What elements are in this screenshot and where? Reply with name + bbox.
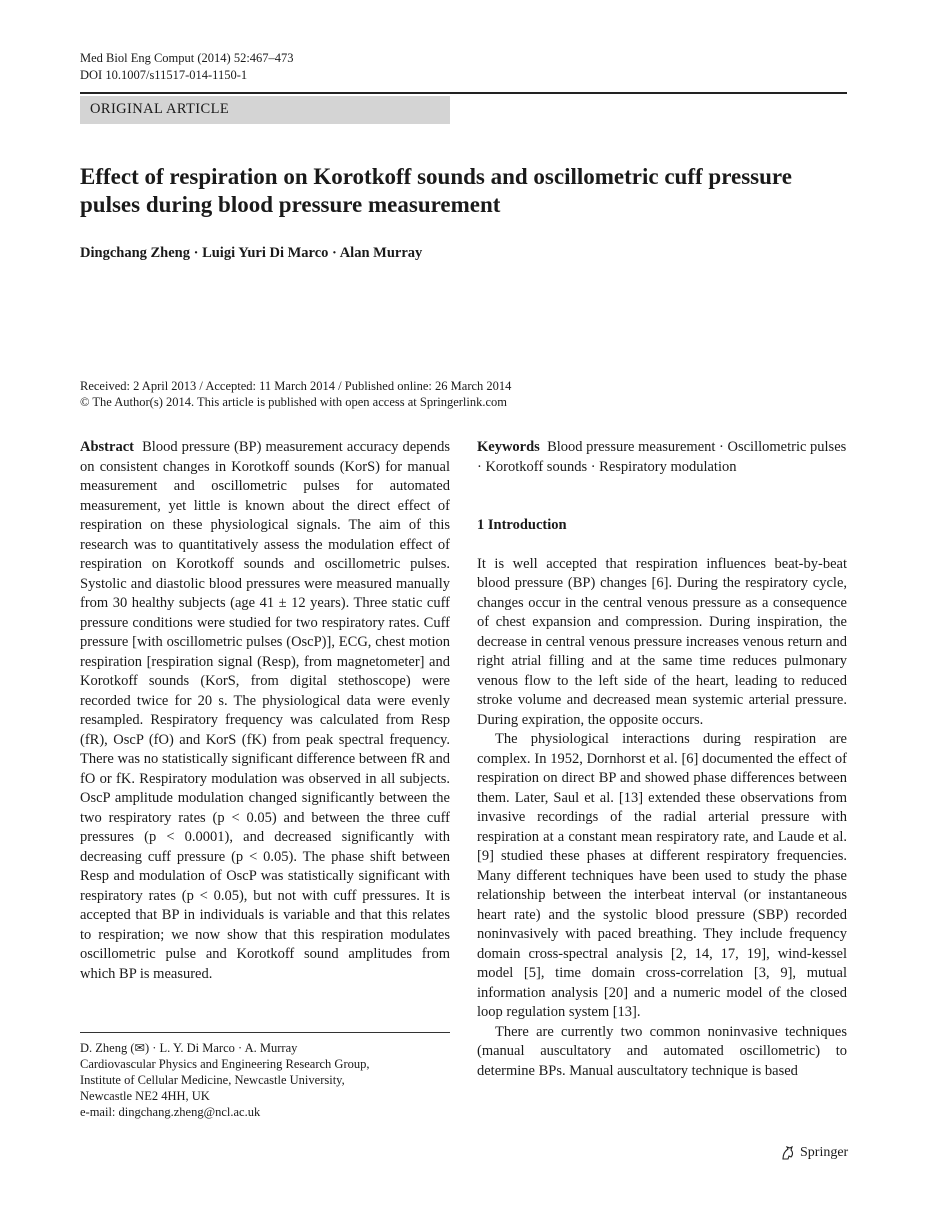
abstract-label: Abstract [80,439,134,455]
author-affiliation [80,1040,370,1120]
keywords-text: Blood pressure measurement · Oscillometric pulses · Korotkoff sounds · Respiratory modulation [477,439,847,475]
publisher-name: Springer [800,1145,849,1160]
article-title: Effect of respiration on Korotkoff sounds and oscillometric cuff pressure pulses during blood pressure measurement [80,164,792,217]
keywords [477,438,847,477]
intro-paragraph-1: It is well accepted that respiration influences beat-by-beat blood pressure (BP) changes [6]. During the respiratory cycle, changes occur in the central venous pressure as a consequence of chest expansion and compression. During inspiration, the decrease in central venous pressure increases venous return and right atrial filling and at the same time reduces pulmonary venous flow to the left side of the heart, leading to reduced stroke volume and decreased mean systemic arterial pressure. During expiration, the opposite occurs. [477,555,847,728]
section-heading-introduction: 1 Introduction [477,517,567,533]
footnote-authors: D. Zheng (✉) · L. Y. Di Marco · A. Murray [80,1041,298,1055]
keywords-label: Keywords [477,439,540,455]
footnote-address: Newcastle NE2 4HH, UK [80,1089,210,1103]
publisher-logo [780,1145,848,1161]
footnote-email[interactable]: e-mail: dingchang.zheng@ncl.ac.uk [80,1105,261,1119]
springer-horse-icon [780,1145,796,1161]
intro-paragraph-3: There are currently two common noninvasive techniques (manual auscultatory and automated oscillometric) to determine BPs. Manual auscultatory technique is based [477,1023,847,1079]
doi: DOI 10.1007/s11517-014-1150-1 [80,68,248,82]
footnote-institute: Institute of Cellular Medicine, Newcastle University, [80,1073,345,1087]
journal-citation: Med Biol Eng Comput (2014) 52:467–473 [80,51,294,65]
header-rule [80,92,847,94]
author-list: Dingchang Zheng · Luigi Yuri Di Marco · Alan Murray [80,245,423,261]
article-type: ORIGINAL ARTICLE [90,101,230,117]
publication-dates [80,378,511,410]
article-type-bar [80,96,450,124]
footnote-group: Cardiovascular Physics and Engineering Research Group, [80,1057,370,1071]
footnote-rule [80,1032,450,1033]
abstract-text: Blood pressure (BP) measurement accuracy depends on consistent changes in Korotkoff sounds (KorS) for manual measurement and oscillometric pulses for automated measurement, yet little is known about the direct effect of respiration on these physiological signals. The aim of this research was to quantitatively assess the modulation effect of respiration on Korotkoff sounds and oscillometric pulses. Systolic and diastolic blood pressures were measured manually from 30 healthy subjects (age 41 ± 12 years). Three static cuff pressure conditions were studied for two respiratory rates. Cuff pressure [with oscillometric pulses (OscP)], ECG, chest motion respiration [respiration signal (Resp), from magnetometer] and Korotkoff sounds (KorS, from digital stethoscope) were recorded twice for 20 s. The physiological data were evenly resampled. Respiratory frequency was calculated from Resp (fR), OscP (fO) and KorS (fK) from peak spectral frequency. There was no statistically significant difference between fR and fO or fK. Respiratory modulation was observed in all subjects. OscP amplitude modulation changed significantly between the two respiratory rates (p < 0.05) and between the three cuff pressures (p < 0.0001), and decreased significantly with decreasing cuff pressure (p < 0.05). The phase shift between Resp and modulation of OscP was statistically significant with respiratory rates (p < 0.05), but not with cuff pressures. It is accepted that BP in individuals is variable and that this relates to respiration; we now show that this respiration modulates oscillometric pulse and Korotkoff sound amplitudes from which BP is measured. [80,439,450,982]
intro-paragraph-2: The physiological interactions during respiration are complex. In 1952, Dornhorst et al. [6] documented the effect of respiration on direct BP and showed phase differences between them. Later, Saul et al. [13] extended these observations from invasive recordings of the radial arterial pressure with respiration at a constant mean respiratory rate, and Laude et al. [9] studied these phases at different respiratory frequencies. Many different techniques have been used to study the phase relationship between the interbeat interval (or instantaneous heart rate) and the systolic blood pressure (SBP) recorded noninvasively with paced breathing. They include frequency domain cross-spectral analysis [2, 14, 17, 19], wind-kessel model [5], time domain cross-correlation [3, 9], mutual information analysis [20] and a numeric model of the closed loop regulation system [13]. [477,731,847,1020]
received-line: Received: 2 April 2013 / Accepted: 11 March 2014 / Published online: 26 March 2014 [80,379,512,393]
introduction-section [477,516,847,1081]
copyright-line: © The Author(s) 2014. This article is published with open access at Springerlink.com [80,395,508,409]
abstract [80,438,450,984]
